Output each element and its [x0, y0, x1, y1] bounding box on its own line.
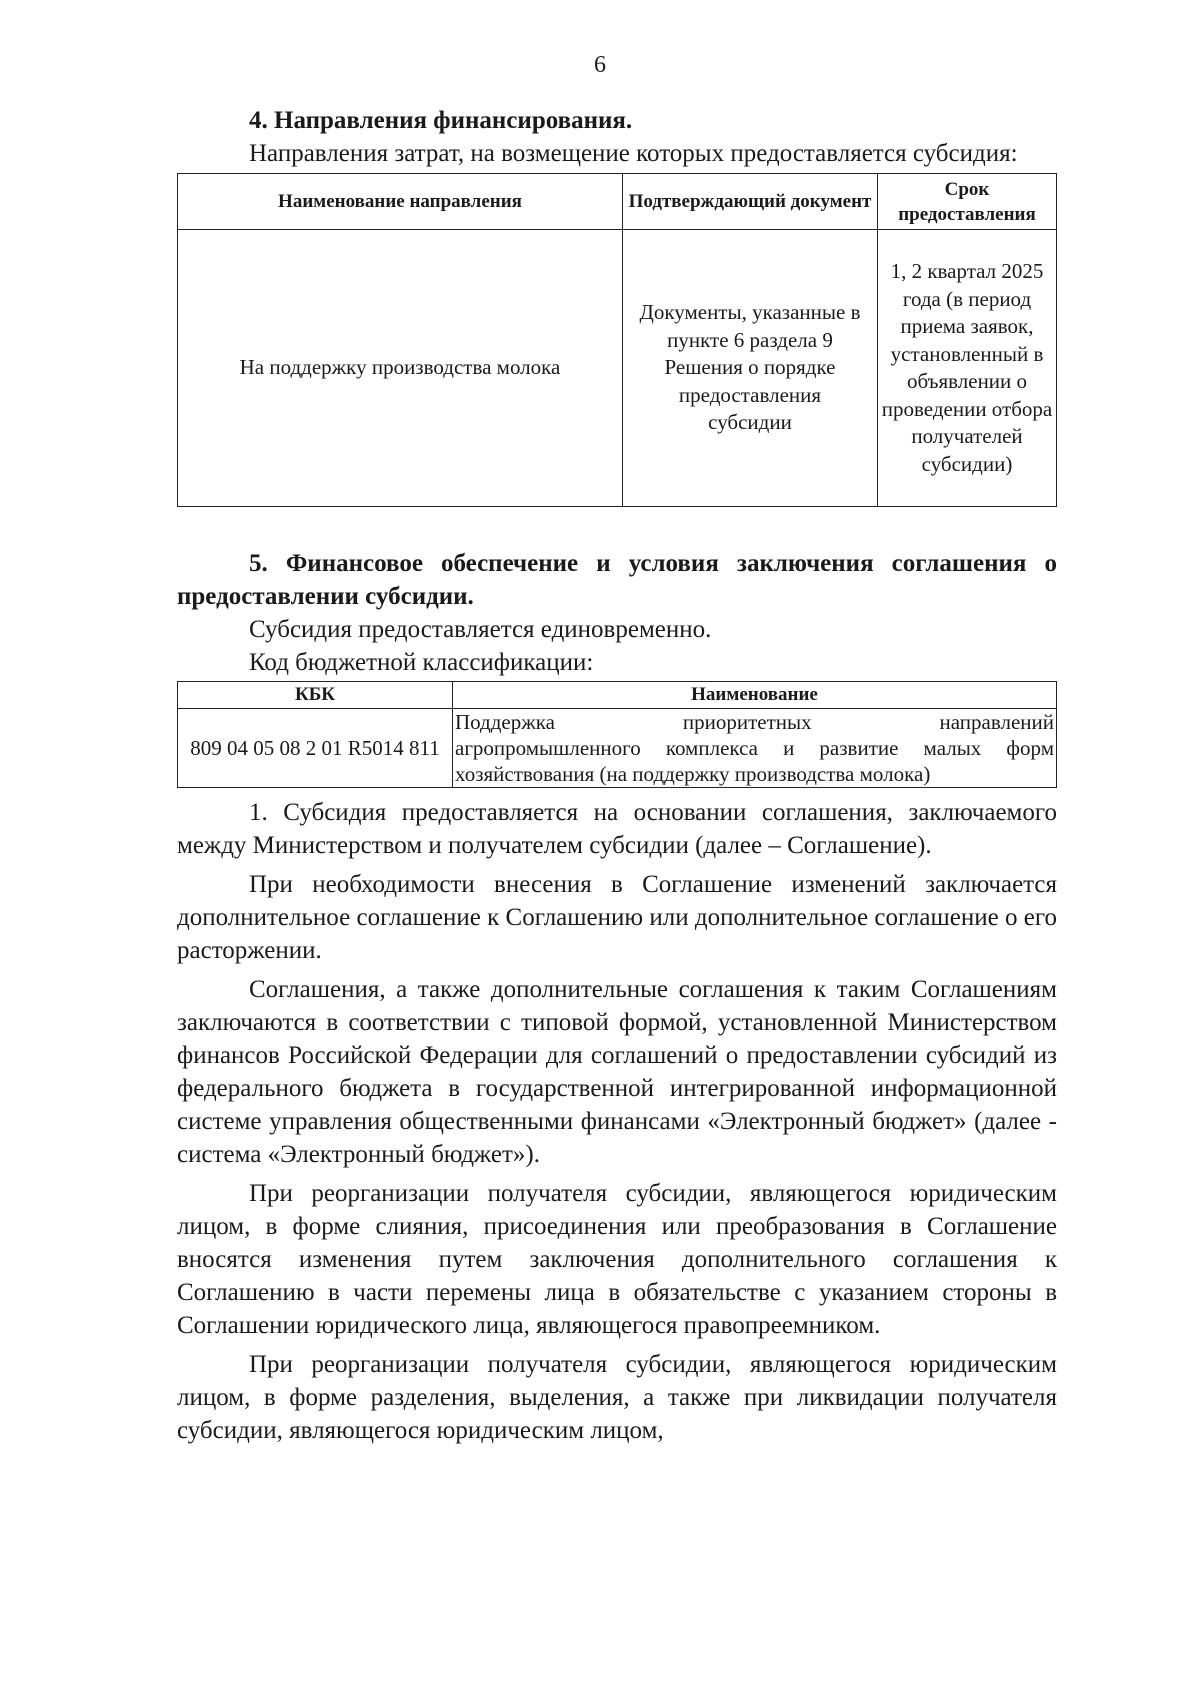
paragraph-5: При реорганизации получателя субсидии, являющегося юридическим лицом, в форме разделения, выделения, а также при ликвидации получателя субсидии, являющегося юридическим лицом, — [177, 1351, 1057, 1444]
section-5-line2: Код бюджетной классификации: — [249, 649, 594, 676]
cell-description — [453, 709, 1057, 788]
header-kbk: КБК — [178, 682, 453, 709]
header-term: Срок предоставления — [878, 174, 1057, 230]
cell-term: 1, 2 квартал 2025 года (в период приема заявок, установленный в объявлении о проведении отбора получателей субсидии) — [878, 230, 1057, 507]
paragraph-4: При реорганизации получателя субсидии, являющегося юридическим лицом, в форме слияния, присоединения или преобразования в Соглашение вносятся изменения путем заключения дополнительного соглашения к Соглашению в части перемены лица в обязательстве с указанием стороны в Соглашении юридического лица, являющегося правопреемником. — [177, 1180, 1057, 1339]
paragraph-3: Соглашения, а также дополнительные соглашения к таким Соглашениям заключаются в соответствии с типовой формой, установленной Министерством финансов Российской Федерации для соглашений о предоставлении субсидий из федерального бюджета в государственной интегрированной информационной системе управления общественными финансами «Электронный бюджет» (далее - система «Электронный бюджет»). — [177, 976, 1057, 1168]
budget-classification-table — [177, 681, 1057, 788]
table-row — [178, 230, 1057, 507]
document-body — [177, 104, 1057, 1447]
section-4-intro: Направления затрат, на возмещение которых предоставляется субсидия: — [249, 140, 1018, 167]
description-line-3: хозяйствования (на поддержку производства молока) — [455, 762, 931, 786]
header-direction-name: Наименование направления — [178, 174, 623, 230]
section-5-line1: Субсидия предоставляется единовременно. — [249, 616, 712, 643]
description-line-2: агропромышленного комплекса и развитие малых форм — [455, 736, 1054, 760]
section-4-heading: 4. Направления финансирования. — [249, 107, 633, 134]
table-row — [178, 709, 1057, 788]
header-confirming-document: Подтверждающий документ — [623, 174, 878, 230]
paragraph-1: 1. Субсидия предоставляется на основании соглашения, заключаемого между Министерством и получателем субсидии (далее – Соглашение). — [177, 799, 1057, 859]
table-header-row — [178, 682, 1057, 709]
financing-directions-table — [177, 173, 1057, 507]
cell-kbk: 809 04 05 08 2 01 R5014 811 — [178, 709, 453, 788]
cell-direction-name: На поддержку производства молока — [178, 230, 623, 507]
page-number: 6 — [594, 52, 606, 78]
paragraph-2: При необходимости внесения в Соглашение изменений заключается дополнительное соглашение к Соглашению или дополнительное соглашение о его расторжении. — [177, 871, 1057, 964]
section-5-heading: 5. Финансовое обеспечение и условия заключения соглашения о предоставлении субсидии. — [177, 550, 1057, 610]
description-line-1: Поддержка приоритетных направлений — [455, 710, 1054, 734]
header-name: Наименование — [453, 682, 1057, 709]
table-header-row — [178, 174, 1057, 230]
cell-document: Документы, указанные в пункте 6 раздела 9 Решения о порядке предоставления субсидии — [623, 230, 878, 507]
